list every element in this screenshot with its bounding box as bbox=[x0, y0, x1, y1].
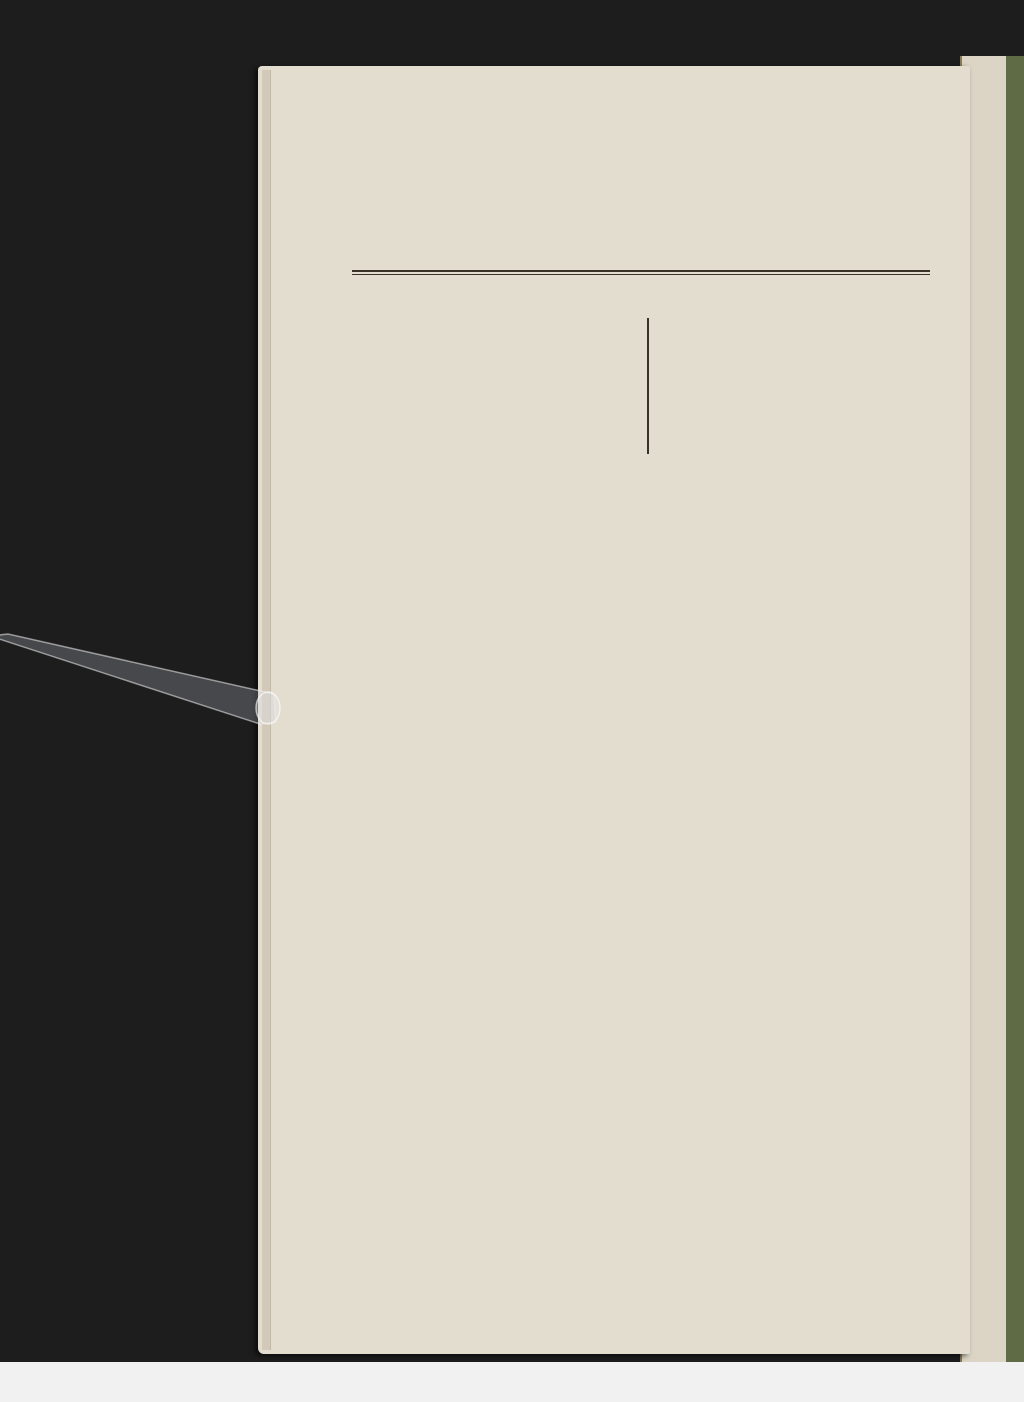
glass-pointer bbox=[0, 628, 290, 728]
footer-bar bbox=[0, 1362, 1024, 1402]
section-rule bbox=[352, 270, 930, 272]
section-rule-thin bbox=[352, 274, 930, 275]
hab-barcode-icon bbox=[6, 1370, 50, 1394]
book-page bbox=[258, 66, 970, 1354]
book-spine bbox=[1006, 56, 1024, 1362]
running-header bbox=[362, 108, 388, 135]
index-divider bbox=[647, 318, 649, 454]
